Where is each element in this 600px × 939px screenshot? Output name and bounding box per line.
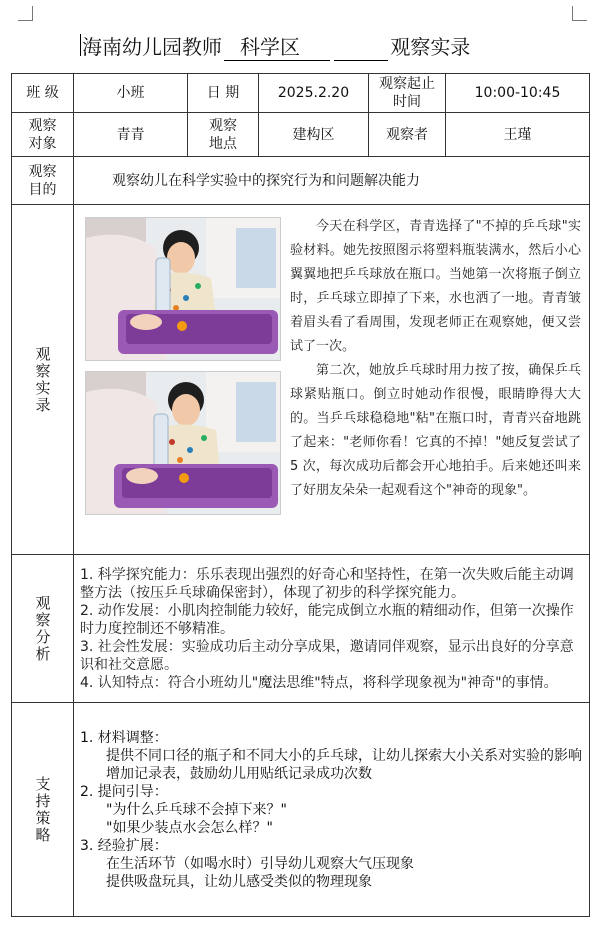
record-label-cell [12,205,74,555]
title-area-underline [224,34,330,61]
analysis-item: 1. 科学探究能力：乐乐表现出强烈的好奇心和坚持性，在第一次失败后能主动调整方法（按压乒乓球确保密封），体现了初步的科学探究能力。 [80,566,574,601]
analysis-item: 4. 认知特点：符合小班幼儿"魔法思维"特点，将科学现象视为"神奇"的事情。 [80,674,558,691]
page-corner-mark [18,6,33,21]
support-heading: 1. 材料调整： [80,729,168,746]
support-content [74,703,590,917]
support-line: 提供不同口径的瓶子和不同大小的乒乓球，让幼儿探索大小关系对实验的影响 [106,747,582,764]
place-value: 建构区 [259,113,369,157]
time-label: 观察起止时间 [369,74,446,113]
document-title [82,34,470,64]
text-cursor [80,34,81,56]
target-label: 观察对象 [12,113,74,157]
record-content [74,205,590,555]
support-label: 支持策略 [33,775,52,844]
analysis-item: 2. 动作发展：小肌肉控制能力较好，能完成倒立水瓶的精细动作，但第一次操作时力度控制还不够精准。 [80,602,574,637]
title-school: 海南幼儿园教师 [82,35,222,59]
analysis-row [12,555,590,703]
record-paragraph-2: 第二次，她放乒乓球时用力按了按，确保乒乓球紧贴瓶口。倒立时她动作很慢，眼睛睁得大大的。当乒乓球稳稳地"粘"在瓶口时，青青兴奋地跳了起来："老师你看！它真的不掉！"她反复尝试了 5 次，每次成功后都会开心地拍手。后来她还叫来了好朋友朵朵一起观看这个"神奇的现象"。 [290,363,581,498]
observer-value: 王瑾 [446,113,590,157]
info-row-1 [12,74,590,113]
support-line: 提供吸盘玩具，让幼儿感受类似的物理现象 [106,873,372,890]
support-row [12,703,590,917]
support-heading: 3. 经验扩展： [80,837,168,854]
time-value: 10:00-10:45 [446,74,590,113]
place-label: 观察地点 [188,113,259,157]
title-area: 科学区 [240,35,300,59]
date-value: 2025.2.20 [259,74,369,113]
target-value: 青青 [74,113,188,157]
analysis-label-cell [12,555,74,703]
info-row-2 [12,113,590,157]
record-paragraph-1: 今天在科学区，青青选择了"不掉的乒乓球"实验材料。她先按照图示将塑料瓶装满水，然后小心翼翼地把乒乓球放在瓶口。当她第一次将瓶子倒立时，乒乓球立即掉了下来，水也洒了一地。青青皱着眉头看了看周围，发现老师正在观察她，便又尝试了一次。 [290,219,581,354]
support-heading: 2. 提问引导： [80,783,168,800]
support-label-cell [12,703,74,917]
observation-form [11,73,590,917]
title-spacer-underline [334,34,388,61]
purpose-label: 观察目的 [12,157,74,205]
analysis-item: 3. 社会性发展：实验成功后主动分享成果，邀请同伴观察，显示出良好的分享意识和社交意愿。 [80,638,574,673]
class-label: 班 级 [12,74,74,113]
support-line: "如果少装点水会怎么样？" [106,819,273,836]
analysis-content [74,555,590,703]
page-corner-mark [572,6,587,21]
support-line: 在生活环节（如喝水时）引导幼儿观察大气压现象 [106,855,414,872]
purpose-value: 观察幼儿在科学实验中的探究行为和问题解决能力 [74,157,590,205]
support-line: "为什么乒乓球不会掉下来？" [106,801,287,818]
record-text [84,215,581,525]
record-label: 观察实录 [33,345,52,414]
title-record: 观察实录 [390,35,471,59]
support-line: 增加记录表，鼓励幼儿用贴纸记录成功次数 [106,765,372,782]
analysis-label: 观察分析 [33,594,52,663]
observer-label: 观察者 [369,113,446,157]
date-label: 日 期 [188,74,259,113]
purpose-row [12,157,590,205]
record-row [12,205,590,555]
class-value: 小班 [74,74,188,113]
